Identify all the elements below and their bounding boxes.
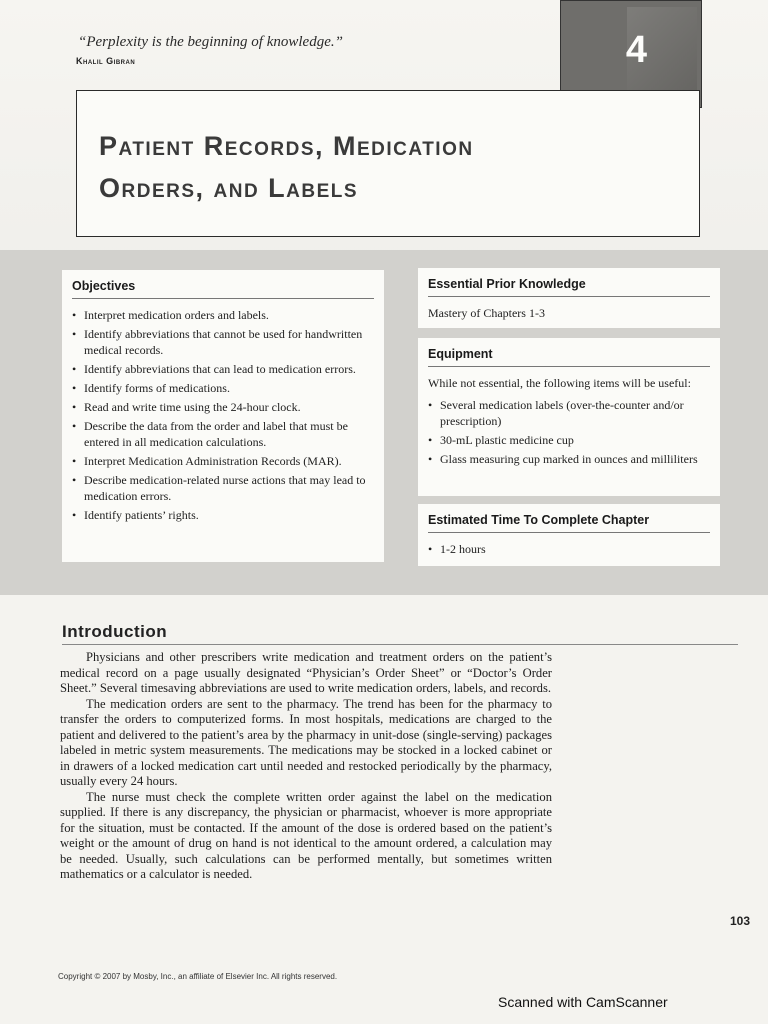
introduction-paragraph: The medication orders are sent to the pharmacy. The trend has been for the pharmacy to transfer the orders to computerized forms. In most hospitals, medications are charged to the patient and delivered to the patient’s area by the pharmacy in unit-dose (single-serving) packages labeled in metric system measurements. The medications may be stocked in a locked cabinet or in drawers of a locked medication cart until needed and restocked periodically by the pharmacy, usually every 24 hours.: [60, 696, 552, 788]
chapter-title-line-1: Patient Records, Medication: [99, 131, 474, 161]
introduction-paragraph: The nurse must check the complete written order against the label on the medication supplied. If there is any discrepancy, the physician or pharmacist, whoever is more appropriate for the situation, must be contacted. If the amount of the dose is ordered based on the patient’s weight or the amount of drug on hand is not identical to the amount ordered, a calculation may be needed. Usually, such calculations can be performed mentally, but sometimes written mathematics or a calculator is needed.: [60, 789, 552, 881]
equipment-panel: [418, 338, 720, 496]
objective-item: • Interpret medication orders and labels.: [72, 307, 374, 323]
estimated-time-heading: Estimated Time To Complete Chapter: [428, 512, 710, 533]
scanner-watermark: Scanned with CamScanner: [498, 994, 668, 1010]
objective-item: • Read and write time using the 24-hour clock.: [72, 399, 374, 415]
objective-item: • Identify forms of medications.: [72, 380, 374, 396]
objective-item: • Identify abbreviations that cannot be used for handwritten medical records.: [72, 326, 374, 358]
estimated-time-item: • 1-2 hours: [428, 541, 710, 557]
prior-knowledge-text: Mastery of Chapters 1-3: [428, 306, 545, 320]
equipment-heading: Equipment: [428, 346, 710, 367]
prior-knowledge-heading: Essential Prior Knowledge: [428, 276, 710, 297]
equipment-item: • 30-mL plastic medicine cup: [428, 432, 710, 448]
page-number: 103: [730, 914, 751, 928]
equipment-item: • Glass measuring cup marked in ounces and milliliters: [428, 451, 710, 467]
estimated-time-list: [428, 541, 710, 557]
introduction-heading: Introduction: [62, 622, 168, 641]
estimated-time-panel: [418, 504, 720, 566]
objective-item: • Identify patients’ rights.: [72, 507, 374, 523]
introduction-rule: [62, 644, 738, 645]
objectives-heading: Objectives: [72, 278, 374, 299]
equipment-list: [428, 397, 710, 467]
equipment-intro: While not essential, the following items will be useful:: [428, 376, 691, 390]
objective-item: • Describe the data from the order and label that must be entered in all medication calculations.: [72, 418, 374, 450]
objectives-panel: [62, 270, 384, 562]
objective-item: • Interpret Medication Administration Records (MAR).: [72, 453, 374, 469]
chapter-title-line-2: Orders, and Labels: [99, 173, 359, 203]
objectives-list: [72, 307, 374, 523]
chapter-number: 4: [625, 29, 647, 71]
introduction-body: [60, 650, 552, 883]
copyright-notice: Copyright © 2007 by Mosby, Inc., an affiliate of Elsevier Inc. All rights reserved.: [58, 972, 338, 981]
equipment-item: • Several medication labels (over-the-counter and/or prescription): [428, 397, 710, 429]
chapter-title-box: [76, 90, 700, 237]
objective-item: • Describe medication-related nurse actions that may lead to medication errors.: [72, 472, 374, 504]
introduction-paragraph: Physicians and other prescribers write medication and treatment orders on the patient’s medical record on a page usually designated “Physician’s Order Sheet” or “Doctor’s Order Sheet.” Several timesaving abbreviations are used to write medication orders, labels, and records.: [60, 650, 552, 695]
epigraph-quote: “Perplexity is the beginning of knowledge.”: [78, 34, 343, 50]
chapter-title: [99, 125, 679, 209]
objective-item: • Identify abbreviations that can lead to medication errors.: [72, 361, 374, 377]
epigraph-author: Khalil Gibran: [76, 56, 136, 66]
prior-knowledge-panel: [418, 268, 720, 328]
